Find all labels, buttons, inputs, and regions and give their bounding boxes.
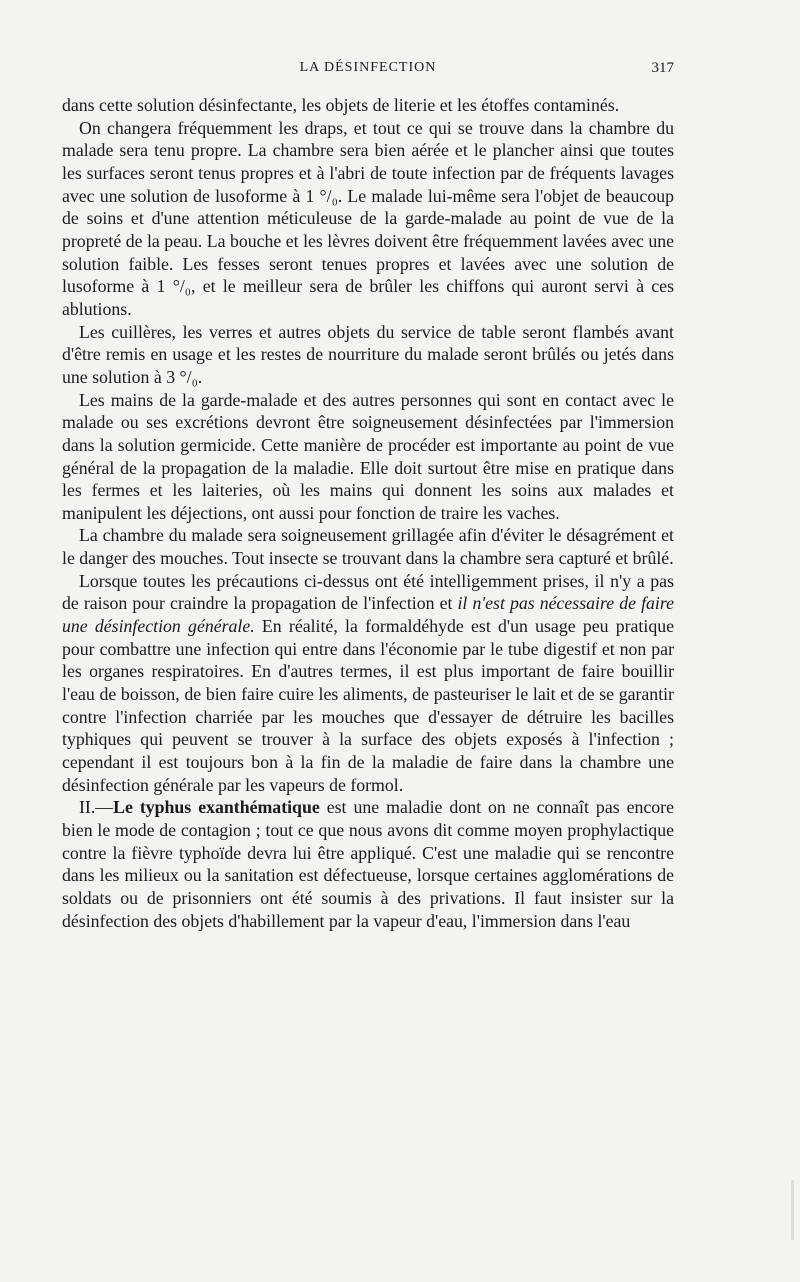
paragraph-5: La chambre du malade sera soigneusement grillagée afin d'éviter le désagrément et le danger des mouches. Tout insecte se trouvant dans la chambre sera capturé et brûlé. [62, 525, 674, 569]
running-title: LA DÉSINFECTION [299, 60, 437, 75]
body-text [62, 94, 674, 932]
paragraph-6 [62, 570, 674, 797]
paragraph-2: On changera fréquemment les draps, et tout ce qui se trouve dans la chambre du malade sera tenu propre. La chambre sera bien aérée et le plancher ainsi que toutes les surfaces seront tenus propres et à l'abri de toute infection par de fréquents lavages avec une solution de lusoforme à 1 °/₀. Le malade lui-même sera l'objet de beaucoup de soins et d'une attention méticuleuse de la garde-malade au point de vue de la propreté de la peau. La bouche et les lèvres doivent être fréquemment lavées avec une solution faible. Les fesses seront tenues propres et lavées avec une solution de lusoforme à 1 °/₀, et le meilleur sera de brûler les chiffons qui auront servi à ces ablutions. [62, 117, 674, 319]
paragraph-7 [62, 796, 674, 932]
paragraph-6-text-end: En réalité, la formaldéhyde est d'un usage peu pratique pour combattre une infection qui entre dans l'économie par le tube digestif et non par les organes respiratoires. En d'autres termes, il est plus important de faire bouillir l'eau de boisson, de bien faire cuire les aliments, de pasteuriser le lait et de se garantir contre l'infection charriée par les mouches que d'essayer de détruire les bacilles typhiques qui peuvent se trouver à la surface des objets exposés à l'infection ; cependant il est toujours bon à la fin de la maladie de faire dans la chambre une désinfection générale par les vapeurs de formol. [62, 616, 674, 795]
paragraph-7-text: est une maladie dont on ne connaît pas encore bien le mode de contagion ; tout ce que nous avons dit comme moyen prophylactique contre la fièvre typhoïde devra lui être appliqué. C'est une maladie qui se rencontre dans les milieux ou la sanitation est défectueuse, lorsque certaines agglomérations de soldats ou de prisonniers ont été soumis à des privations. Il faut insister sur la désinfection des objets d'habillement par la vapeur d'eau, l'immersion dans l'eau [62, 797, 675, 931]
scan-edge-mark [791, 1180, 794, 1240]
paragraph-6-text-start: Lorsque toutes les précautions ci-dessus ont été intelligemment prises, il n'y a pas de raison pour craindre la propagation de l'infection et [62, 570, 674, 614]
paragraph-1: dans cette solution désinfectante, les objets de literie et les étoffes contaminés. [62, 95, 620, 115]
running-head [62, 60, 674, 84]
section-number: II.— [79, 797, 114, 818]
paragraph-3: Les cuillères, les verres et autres objets du service de table seront flambés avant d'être remis en usage et les restes de nourriture du malade seront brûlés ou jetés dans une solution à 3 °/₀. [62, 321, 674, 387]
section-heading-bold: Le typhus exanthématique [113, 797, 320, 818]
paragraph-6-italic-text: il n'est pas nécessaire de faire une désinfection générale. [62, 593, 674, 637]
page-number: 317 [651, 60, 674, 76]
paragraph-4: Les mains de la garde-malade et des autres personnes qui sont en contact avec le malade ou ses excrétions devront être soigneusement désinfectées par l'immersion dans la solution germicide. Cette manière de procéder est importante au point de vue général de la propagation de la maladie. Elle doit surtout être mise en pratique dans les fermes et les laiteries, où les mains qui donnent les soins aux malades et manipulent les déjections, ont aussi pour fonction de traire les vaches. [62, 389, 674, 523]
